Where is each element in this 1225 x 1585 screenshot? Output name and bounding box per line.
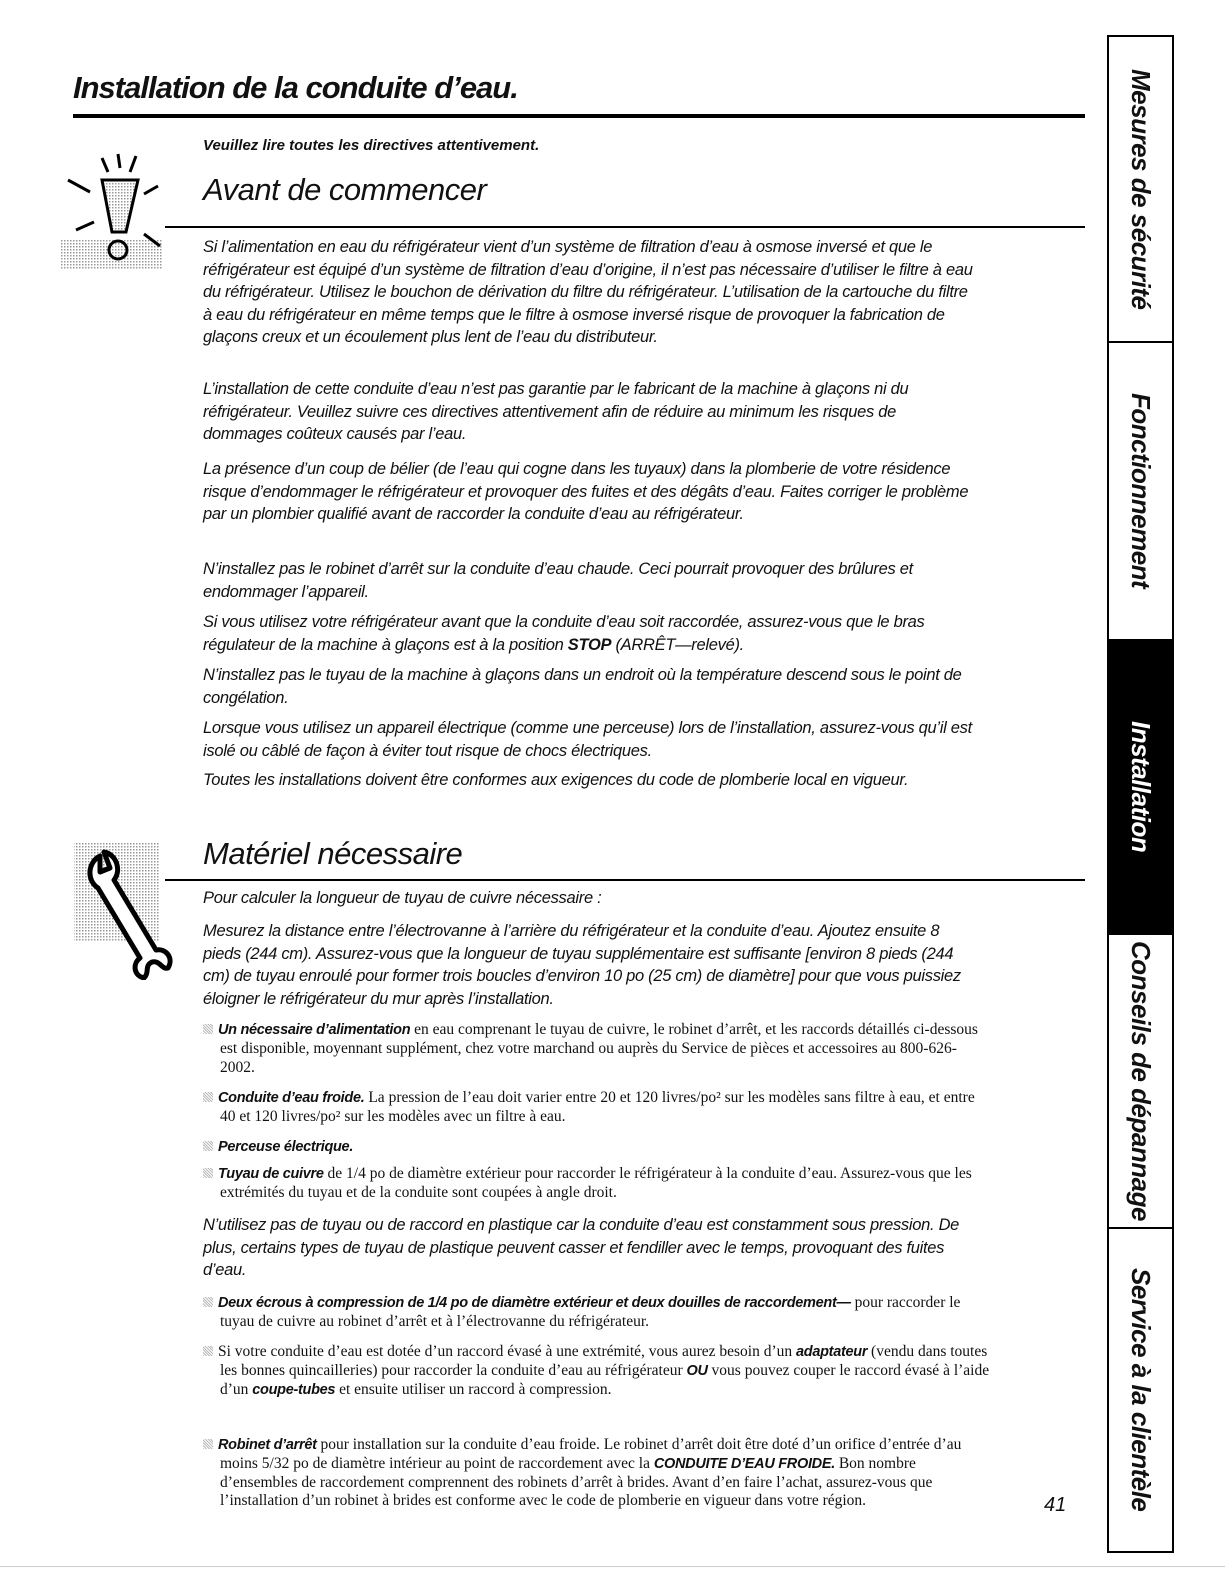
paragraph: L’installation de cette conduite d’eau n’est pas garantie par le fabricant de la machine à glaçons ni du réfrigérateur. Veuillez suivre ces directives attentivement afin de réduire au minimum les risques de dommages coûteux causés par l’eau. [203,380,909,444]
paragraph: Lorsque vous utilisez un appareil électrique (comme une perceuse) lors de l’installation, assurez-vous qu’il est isolé ou câblé de façon à éviter tout risque de chocs électriques. [203,719,972,760]
title-rule [73,114,1085,118]
side-tabs [1107,35,1174,1553]
tab-service-a-la-clientele[interactable] [1109,1229,1172,1551]
tab-fonctionnement[interactable] [1109,343,1172,641]
bullet-icon [203,1168,213,1178]
tab-label: Mesures de sécurité [1126,68,1156,310]
bullet-text: de 1/4 po de diamètre extérieur pour raccorder le réfrigérateur à la conduite d’eau. Assurez-vous que les extrémités du tuyau et de la conduite sont coupées à angle droit. [220,1165,972,1201]
wrench-icon [70,840,190,980]
paragraph: La présence d’un coup de bélier (de l’eau qui cogne dans les tuyaux) dans la plomberie de votre résidence risque d’endommager le réfrigérateur et provoquer des fuites et des dégâts d’eau. Faites corriger le problème par un plombier qualifié avant de raccorder la conduite d’eau au réfrigérateur. [203,460,969,524]
instructions-subtitle: Veuillez lire toutes les directives attentivement. [203,137,540,154]
bullet-icon [203,1297,213,1307]
bullet-text: (vendu dans toutes les bonnes quincailleries) pour raccorder la conduite d’eau au réfrigérateur [220,1343,988,1379]
list-item [203,1165,990,1203]
page-number: 41 [1044,1494,1067,1516]
tab-label: Fonctionnement [1126,393,1156,589]
note-paragraph: N’utilisez pas de tuyau ou de raccord en plastique car la conduite d’eau est constamment sous pression. De plus, certains types de tuyau de plastique peuvent casser et fendiller avec le temps, provoquant des fuites d’eau. [203,1216,960,1280]
paragraph: Toutes les installations doivent être conformes aux exigences du code de plomberie local en vigueur. [203,771,909,789]
paragraph: Mesurez la distance entre l’électrovanne à l’arrière du réfrigérateur et la conduite d’eau. Ajoutez ensuite 8 pieds (244 cm). Assurez-vous que la longueur de tuyau supplémentaire est suffisante [environ 8 pieds (244 cm) de tuyau enroulé pour former trois boucles d’environ 10 po (25 cm) de diamètre] pour que vous puissiez éloigner le réfrigérateur du mur après l’installation. [203,922,961,1008]
keyword: coupe-tubes [252,1381,336,1398]
bullet-text: Si votre conduite d’eau est dotée d’un raccord évasé à une extrémité, vous aurez besoin d’un [218,1343,797,1360]
keyword: adaptateur [796,1344,868,1360]
tab-label: Conseils de dépannage [1126,941,1156,1221]
bullet-lead: Deux écrous à compression de 1/4 po de diamètre extérieur et deux douilles de raccordement— [218,1295,851,1311]
stop-para-before: Si vous utilisez votre réfrigérateur avant que la conduite d’eau soit raccordée, assurez-vous que le bras régulateur de la machine à glaçons est à la position [203,613,925,654]
tab-label: Installation [1126,721,1156,853]
stop-paragraph [203,611,973,656]
section-heading-avant: Avant de commencer [203,172,487,207]
page-bottom-rule [0,1566,1225,1567]
page-title: Installation de la conduite d’eau. [73,70,518,105]
warning-exclamation-icon [58,150,168,272]
bullet-text: et ensuite utiliser un raccord à compression. [335,1380,612,1398]
bullet-icon [203,1092,213,1102]
section-rule [165,226,1085,228]
stop-para-after: (ARRÊT—relevé). [611,635,744,654]
section-heading-materiel: Matériel nécessaire [203,836,463,871]
tab-mesures-de-securite[interactable] [1109,37,1172,343]
bullet-lead: Robinet d’arrêt [218,1437,317,1453]
keyword: OU [686,1362,708,1379]
bullet-text: La pression de l’eau doit varier entre 20 et 120 livres/po² sur les modèles sans filtre à eau, et entre 40 et 120 livres/po² sur les modèles avec un filtre à eau. [220,1089,975,1125]
bullet-icon [203,1141,213,1151]
bullet-icon [203,1439,213,1449]
bullet-lead: Conduite d’eau froide. [218,1090,365,1106]
keyword: CONDUITE D’EAU FROIDE. [653,1455,835,1472]
bullet-icon [203,1346,213,1356]
list-item [203,1294,990,1332]
tab-installation[interactable] [1109,641,1172,935]
paragraph: Pour calculer la longueur de tuyau de cuivre nécessaire : [203,889,602,907]
paragraph: N’installez pas le tuyau de la machine à glaçons dans un endroit où la température descend sous le point de congélation. [203,666,962,707]
list-item [203,1021,990,1077]
bullet-lead: Tuyau de cuivre [218,1166,324,1182]
bullet-text: en eau comprenant le tuyau de cuivre, le robinet d’arrêt, et les raccords détaillés ci-dessous est disponible, moyennant supplément, chez votre marchand ou auprès du Service de pièces et accessoires au 800-626-2002. [220,1021,978,1076]
paragraph: Si l’alimentation en eau du réfrigérateur vient d’un système de filtration d’eau à osmose inversé et que le réfrigérateur est équipé d’un système de filtration d’eau d’origine, il n’est pas nécessaire d’utiliser le filtre à eau du réfrigérateur. Utilisez le bouchon de dérivation du filtre du réfrigérateur. L’utilisation de la cartouche du filtre à eau du réfrigérateur en même temps que le filtre à osmose inversé risque de provoquer la fabrication de glaçons creux et un écoulement plus lent de l’eau du distributeur. [203,238,973,347]
bullet-text: pour installation sur la conduite d’eau froide. Le robinet d’arrêt doit être doté d’un orifice d’entrée d’au moins 5/32 po de diamètre intérieur au point de raccordement avec la [220,1436,962,1472]
bullet-text: vous pouvez couper le raccord évasé à l’aide d’un [220,1361,990,1398]
list-item [203,1436,990,1511]
section-rule [165,879,1085,881]
bullet-lead: Un nécessaire d’alimentation [218,1022,411,1038]
paragraph: N’installez pas le robinet d’arrêt sur la conduite d’eau chaude. Ceci pourrait provoquer des brûlures et endommager l’appareil. [203,560,913,601]
bullet-text: pour raccorder le tuyau de cuivre au robinet d’arrêt et à l’électrovanne du réfrigérateur. [220,1294,961,1330]
list-item [203,1138,990,1157]
bullet-icon [203,1024,213,1034]
list-item [203,1343,990,1399]
bullet-text: Bon nombre d’ensembles de raccordement comprennent des robinets d’arrêt à brides. Avant d’en faire l’achat, assurez-vous que l’installation d’un robinet à brides est conforme avec le code de plomberie en vigueur dans votre région. [220,1454,933,1510]
tab-conseils-de-depannage[interactable] [1109,935,1172,1229]
stop-keyword: STOP [567,635,612,654]
list-item [203,1089,990,1127]
tab-label: Service à la clientèle [1126,1268,1156,1512]
bullet-lead: Perceuse électrique. [218,1139,354,1155]
